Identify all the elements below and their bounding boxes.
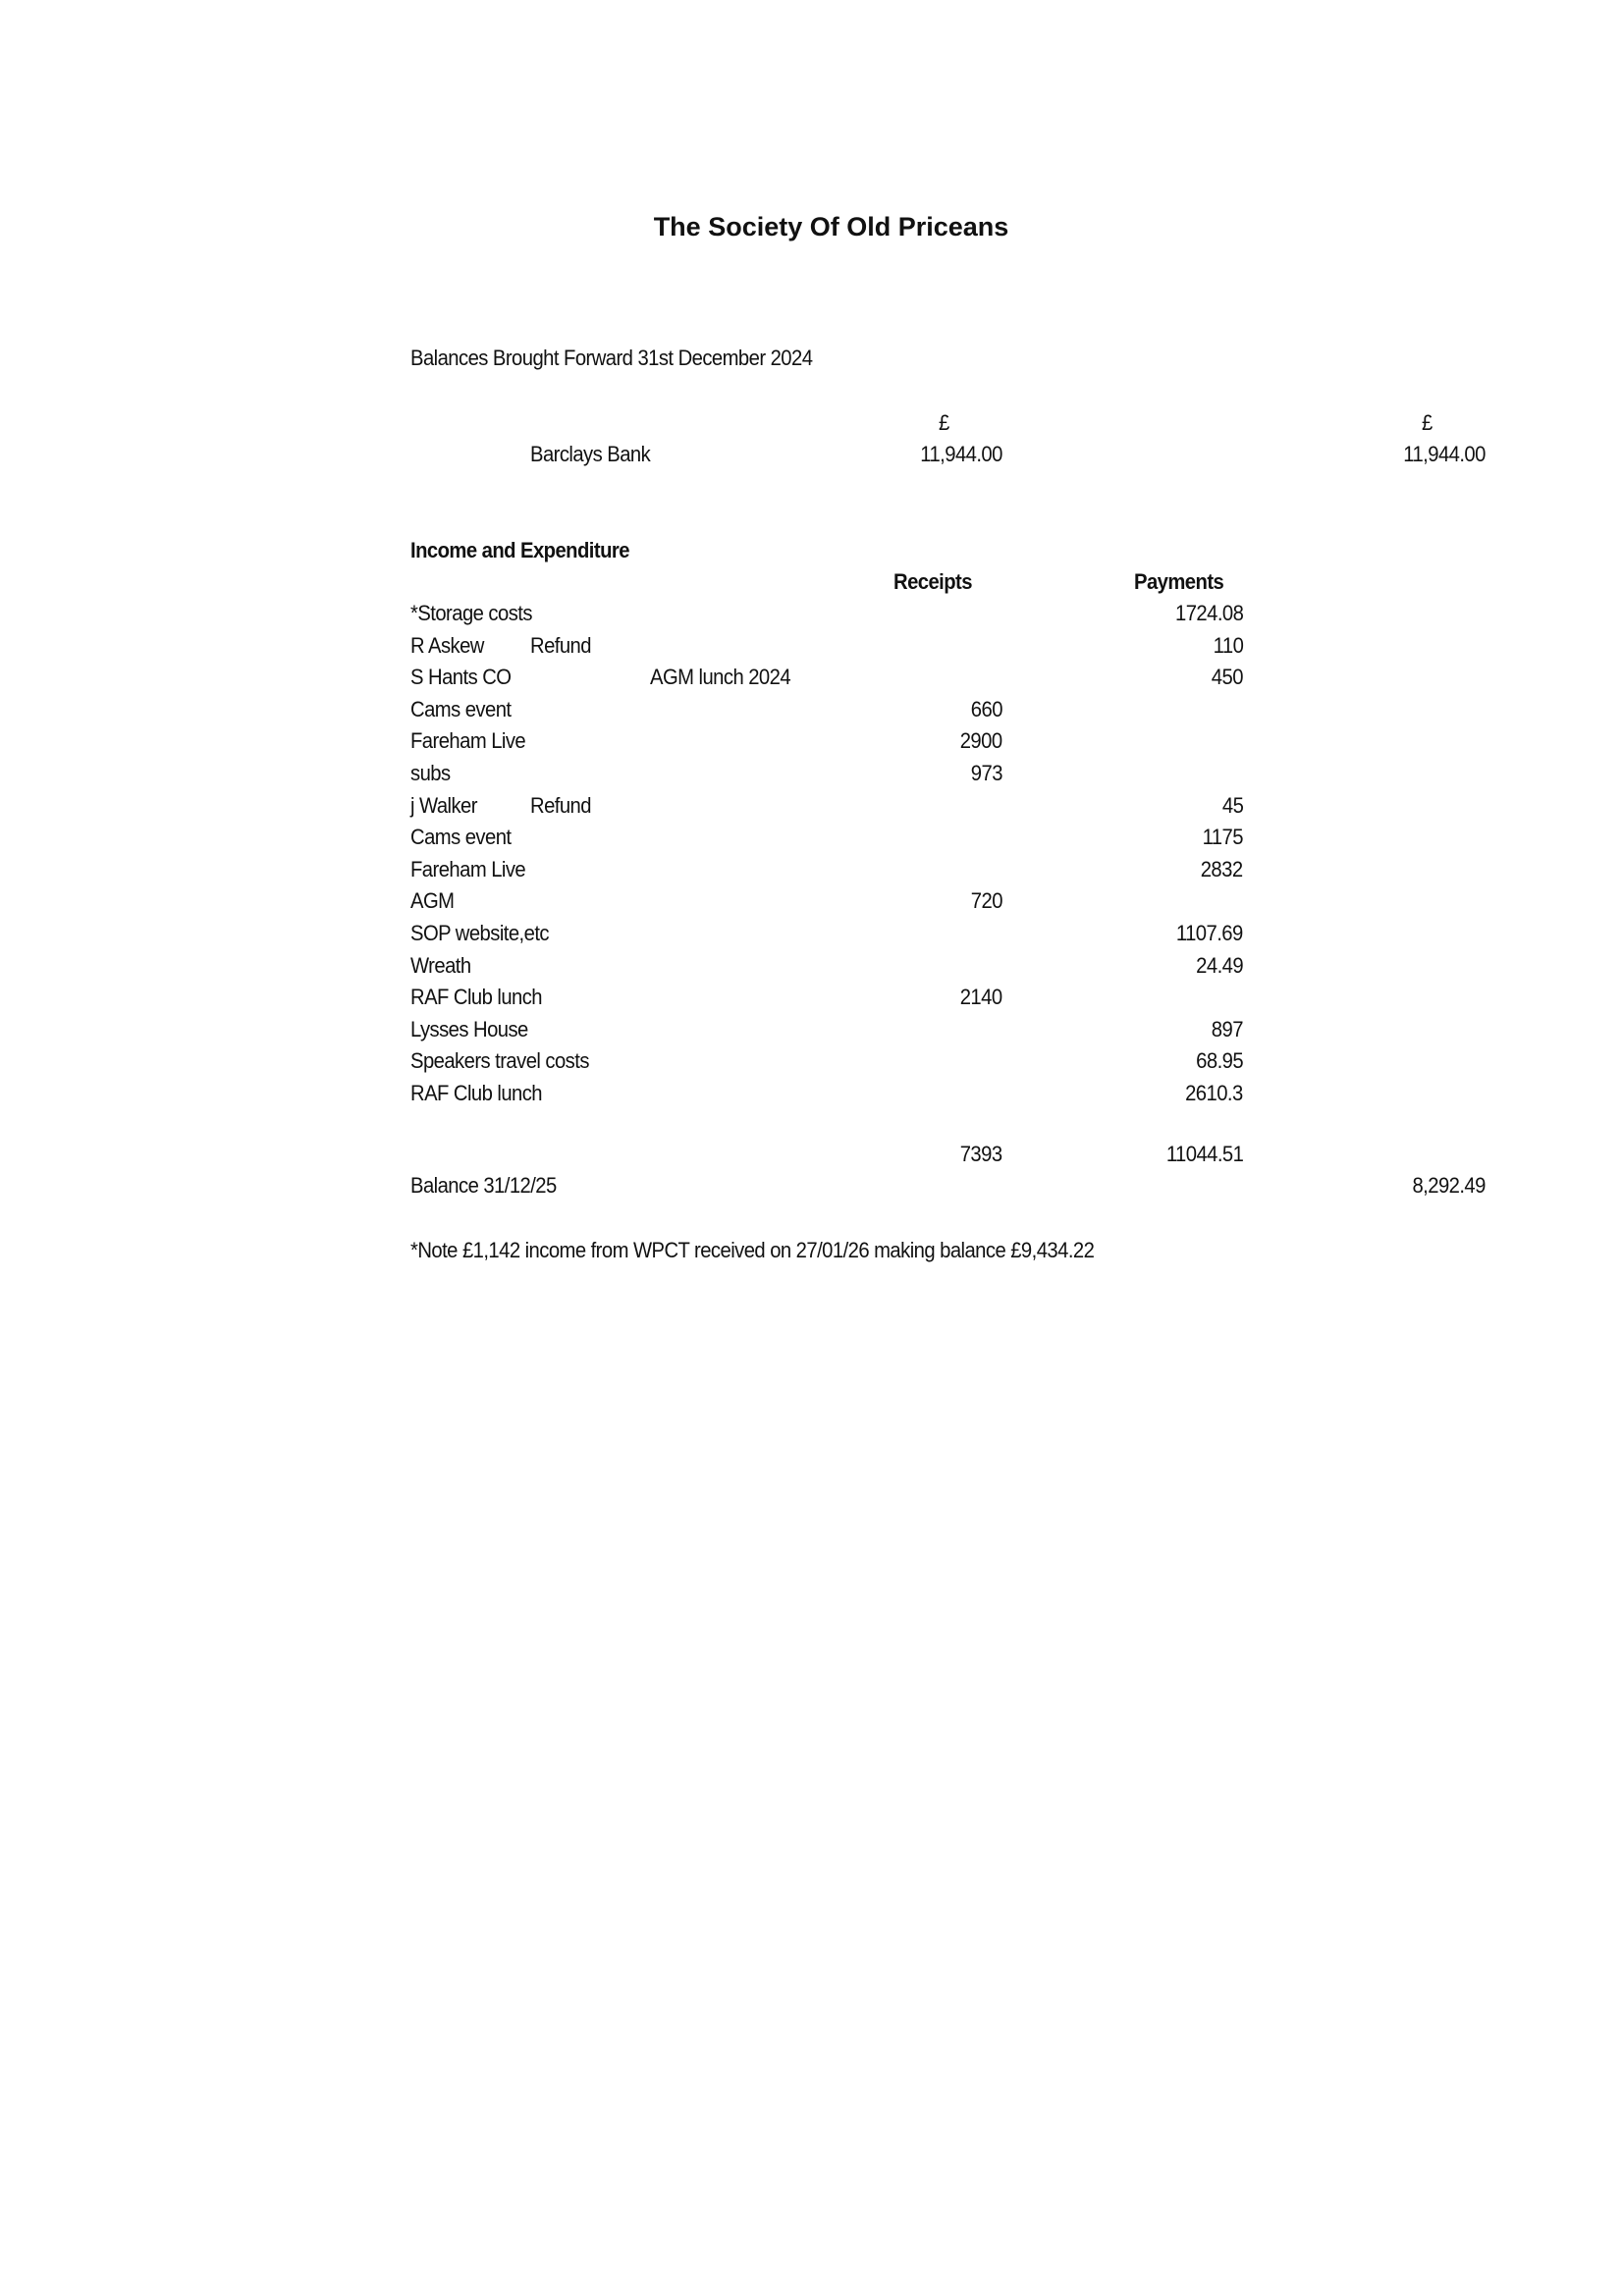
row-receipt: 2140: [960, 985, 1002, 1010]
account-name: Barclays Bank: [530, 442, 651, 466]
row-label: RAF Club lunch: [410, 1081, 543, 1105]
row-label: Lysses House: [410, 1016, 528, 1041]
ie-heading: Income and Expenditure: [410, 538, 629, 562]
row-label: subs: [410, 761, 451, 785]
row-label: SOP website,etc: [410, 921, 549, 945]
row-label: Cams event: [410, 696, 512, 721]
footnote: *Note £1,142 income from WPCT received on 27/01/26 making balance £9,434.22: [410, 1238, 1095, 1262]
row-payment: 110: [1213, 632, 1243, 658]
row-label: Wreath: [410, 952, 471, 978]
balances-heading: Balances Brought Forward 31st December 2024: [410, 346, 813, 370]
payments-header: Payments: [1134, 569, 1224, 594]
row-receipt: 973: [970, 761, 1002, 785]
row-sub: Refund: [530, 792, 591, 818]
row-receipt: 720: [970, 888, 1002, 914]
account-amount: 11,944.00: [920, 442, 1002, 466]
balance-label: Balance 31/12/25: [410, 1173, 557, 1198]
row-payment: 1724.08: [1174, 601, 1243, 625]
row-label: Fareham Live: [410, 728, 526, 754]
document-title: The Society Of Old Priceans: [653, 212, 1009, 241]
total-receipts: 7393: [960, 1142, 1002, 1166]
row-label: Fareham Live: [410, 856, 526, 881]
row-payment: 1107.69: [1176, 921, 1243, 945]
row-label: j Walker: [410, 792, 477, 818]
row-sub: Refund: [530, 632, 591, 658]
row-payment: 2832: [1201, 856, 1243, 881]
row-label: S Hants CO: [410, 665, 512, 690]
currency-symbol-col2: £: [1422, 410, 1433, 435]
row-receipt: 660: [970, 696, 1002, 721]
row-label: AGM: [410, 888, 455, 914]
account-total: 11,944.00: [1403, 442, 1486, 466]
row-label: Speakers travel costs: [410, 1048, 589, 1074]
balance-value: 8,292.49: [1412, 1173, 1486, 1198]
row-payment: 45: [1221, 792, 1243, 818]
currency-symbol-col1: £: [939, 410, 949, 435]
row-payment: 2610.3: [1185, 1081, 1243, 1105]
row-label: Cams event: [410, 825, 512, 850]
receipts-header: Receipts: [893, 569, 972, 594]
row-receipt: 2900: [960, 728, 1002, 754]
row-payment: 24.49: [1196, 952, 1243, 978]
row-payment: 897: [1211, 1016, 1243, 1041]
row-label: *Storage costs: [410, 601, 532, 625]
row-label: RAF Club lunch: [410, 985, 543, 1010]
row-payment: 68.95: [1196, 1048, 1243, 1074]
row-desc: AGM lunch 2024: [650, 665, 791, 690]
row-label: R Askew: [410, 632, 484, 658]
row-payment: 450: [1211, 665, 1243, 690]
row-payment: 1175: [1202, 825, 1243, 850]
total-payments: 11044.51: [1165, 1142, 1243, 1166]
